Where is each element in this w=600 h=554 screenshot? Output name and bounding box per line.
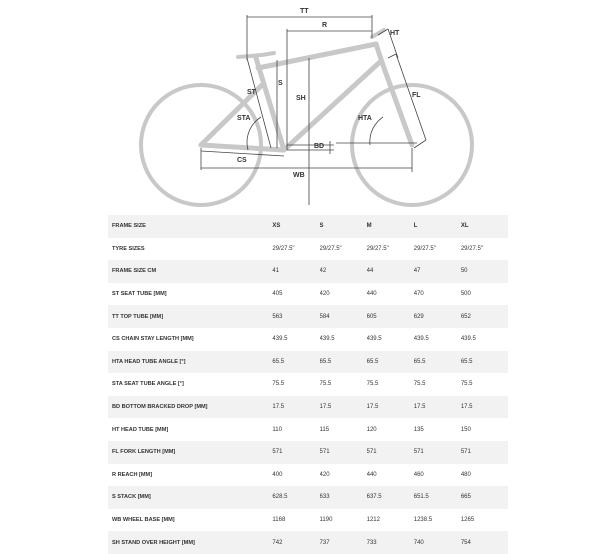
row-label: TT TOP TUBE [MM] — [112, 313, 164, 320]
header-label: FRAME SIZE — [112, 223, 146, 230]
row-value: 75.5 — [272, 381, 285, 388]
row-label: BD BOTTOM BRACKED DROP [MM] — [112, 404, 208, 411]
row-label: WB WHEEL BASE [MM] — [112, 517, 175, 524]
row-value: 17.5 — [272, 404, 285, 411]
row-value: 439.5 — [366, 336, 382, 343]
row-value: 440 — [366, 291, 377, 298]
row-label: SH STAND OVER HEIGHT [MM] — [112, 539, 195, 546]
row-value: 480 — [460, 471, 471, 478]
row-value: 1212 — [366, 517, 380, 524]
row-value: 439.5 — [460, 336, 476, 343]
stem — [372, 30, 384, 37]
table-row — [108, 238, 508, 261]
row-value: 439.5 — [413, 336, 429, 343]
bike-frame — [201, 44, 412, 150]
row-value: 629 — [413, 313, 424, 320]
table-row — [108, 373, 508, 396]
row-value: 405 — [272, 291, 283, 298]
row-value: 29/27.5" — [413, 245, 436, 252]
row-value: 1168 — [272, 517, 286, 524]
size-s: S — [319, 223, 324, 230]
table-row — [108, 464, 508, 487]
table-row — [108, 351, 508, 374]
row-value: 733 — [366, 539, 377, 546]
row-label: CS CHAIN STAY LENGTH [MM] — [112, 336, 194, 343]
row-value: 29/27.5" — [460, 245, 483, 252]
row-label: HT HEAD TUBE [MM] — [112, 426, 169, 433]
row-value: 633 — [319, 494, 330, 501]
bd-label: BD — [314, 143, 325, 150]
row-value: 110 — [272, 426, 282, 433]
row-value: 120 — [366, 426, 377, 433]
row-value: 571 — [366, 449, 377, 456]
table-row — [108, 509, 508, 532]
row-value: 439.5 — [319, 336, 335, 343]
size-l: L — [413, 223, 418, 230]
row-value: 571 — [272, 449, 283, 456]
row-value: 75.5 — [460, 381, 473, 388]
row-label: ST SEAT TUBE [MM] — [112, 291, 167, 298]
row-value: 754 — [460, 539, 471, 546]
row-value: 440 — [366, 471, 377, 478]
table-row — [108, 441, 508, 464]
row-value: 439.5 — [272, 336, 288, 343]
row-label: TYRE SIZES — [112, 245, 145, 252]
table-header-row — [108, 215, 508, 238]
row-value: 420 — [319, 471, 330, 478]
size-xs: XS — [272, 223, 281, 230]
tt-label: TT — [300, 8, 309, 15]
fl-label: FL — [412, 92, 421, 99]
row-value: 50 — [460, 268, 468, 275]
table-row — [108, 328, 508, 351]
row-value: 1238.5 — [413, 517, 433, 524]
row-value: 150 — [460, 426, 471, 433]
cs-label: CS — [237, 157, 247, 164]
row-value: 740 — [413, 539, 424, 546]
row-value: 41 — [272, 268, 280, 275]
row-value: 29/27.5" — [272, 245, 295, 252]
row-value: 29/27.5" — [319, 245, 342, 252]
row-value: 571 — [413, 449, 424, 456]
s-label: S — [278, 80, 283, 87]
table-row — [108, 396, 508, 419]
size-xl: XL — [460, 223, 469, 230]
row-label: FRAME SIZE CM — [112, 268, 157, 275]
row-value: 75.5 — [366, 381, 379, 388]
row-value: 47 — [413, 268, 421, 275]
sh-label: SH — [296, 95, 306, 102]
row-label: STA SEAT TUBE ANGLE [°] — [112, 381, 184, 388]
table-row — [108, 531, 508, 554]
row-value: 75.5 — [413, 381, 426, 388]
table-row — [108, 486, 508, 509]
row-value: 65.5 — [366, 358, 379, 365]
row-value: 637.5 — [366, 494, 382, 501]
row-value: 115 — [319, 426, 330, 433]
row-value: 29/27.5" — [366, 245, 389, 252]
row-value: 400 — [272, 471, 283, 478]
row-value: 652 — [460, 313, 471, 320]
row-value: 17.5 — [366, 404, 379, 411]
row-value: 737 — [319, 539, 330, 546]
row-value: 17.5 — [413, 404, 426, 411]
row-value: 563 — [272, 313, 283, 320]
table-row — [108, 305, 508, 328]
table-row — [108, 283, 508, 306]
row-value: 742 — [272, 539, 283, 546]
row-label: HTA HEAD TUBE ANGLE [°] — [112, 358, 186, 365]
row-value: 420 — [319, 291, 330, 298]
table-row — [108, 260, 508, 283]
row-value: 65.5 — [460, 358, 473, 365]
row-value: 460 — [413, 471, 424, 478]
row-value: 470 — [413, 291, 424, 298]
row-label: S STACK [MM] — [112, 494, 151, 501]
row-value: 65.5 — [319, 358, 332, 365]
sta-label: STA — [237, 115, 251, 122]
row-value: 75.5 — [319, 381, 332, 388]
row-value: 571 — [460, 449, 471, 456]
geometry-table — [108, 215, 508, 554]
row-value: 65.5 — [272, 358, 285, 365]
row-value: 571 — [319, 449, 330, 456]
row-value: 135 — [413, 426, 424, 433]
ht-label: HT — [390, 30, 400, 37]
row-value: 665 — [460, 494, 471, 501]
table-row — [108, 418, 508, 441]
row-value: 628.5 — [272, 494, 288, 501]
r-label: R — [322, 22, 328, 29]
row-value: 44 — [366, 268, 374, 275]
row-value: 500 — [460, 291, 471, 298]
row-value: 17.5 — [319, 404, 332, 411]
size-m: M — [366, 223, 372, 230]
st-label: ST — [247, 89, 256, 96]
hta-label: HTA — [358, 115, 372, 122]
row-label: FL FORK LENGTH [MM] — [112, 449, 176, 456]
row-value: 1190 — [319, 517, 333, 524]
row-value: 1265 — [460, 517, 475, 524]
row-value: 605 — [366, 313, 377, 320]
row-value: 42 — [319, 268, 327, 275]
row-value: 17.5 — [460, 404, 473, 411]
row-value: 584 — [319, 313, 330, 320]
row-value: 65.5 — [413, 358, 426, 365]
saddle — [238, 53, 274, 57]
bike-geometry-diagram — [0, 0, 600, 215]
row-label: R REACH [MM] — [112, 471, 153, 478]
row-value: 651.5 — [413, 494, 429, 501]
wb-label: WB — [293, 172, 305, 179]
